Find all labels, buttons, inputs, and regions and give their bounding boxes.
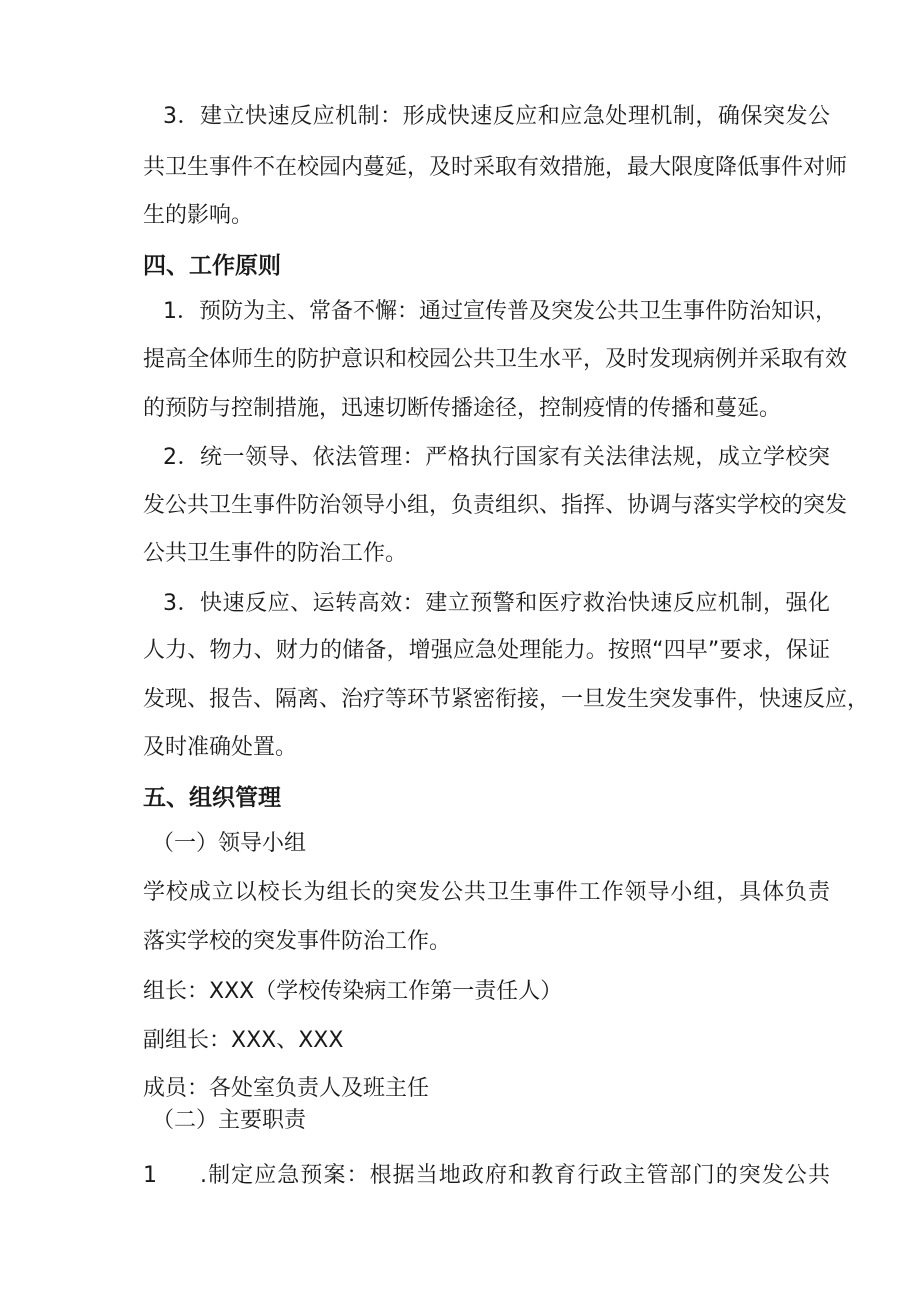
s4-item3-line2: 人力、物力、财力的储备，增强应急处理能力。按照“四早”要求，保证 [143,638,830,663]
s3-item3-line3: 生的影响。 [143,203,254,228]
s3-item3-line2: 共卫生事件不在校园内蔓延，及时采取有效措施，最大限度降低事件对师 [143,155,848,180]
s4-item2-line2: 发公共卫生事件防治领导小组，负责组织、指挥、协调与落实学校的突发 [143,493,848,518]
s4-item3-line1: 3．快速反应、运转高效：建立预警和医疗救治快速反应机制，强化 [163,591,830,616]
s4-item2-line3: 公共卫生事件的防治工作。 [143,541,408,566]
leader-line: 组长：XXX（学校传染病工作第一责任人） [143,979,563,1004]
s4-item1-line1: 1．预防为主、常备不懈：通过宣传普及突发公共卫生事件防治知识， [163,299,837,324]
s4-item1-line3: 的预防与控制措施，迅速切断传播途径，控制疫情的传播和蔓延。 [143,396,782,421]
deputy-line: 副组长：XXX、XXX [143,1028,344,1053]
s4-item1-line2: 提高全体师生的防护意识和校园公共卫生水平，及时发现病例并采取有效 [143,347,848,372]
s4-item3-line3: 发现、报告、隔离、治疗等环节紧密衔接，一旦发生突发事件，快速反应， [143,687,870,712]
members-line: 成员：各处室负责人及班主任 [143,1076,430,1101]
s4-item2-line1: 2．统一领导、依法管理：严格执行国家有关法律法规，成立学校突 [163,445,830,470]
s5-para-line2: 落实学校的突发事件防治工作。 [143,929,452,954]
s5-para-line1: 学校成立以校长为组长的突发公共卫生事件工作领导小组，具体负责 [143,880,830,905]
s4-item3-line4: 及时准确处置。 [143,735,298,760]
duty1-text: .制定应急预案：根据当地政府和教育行政主管部门的突发公共 [200,1163,830,1188]
section5-heading: 五、组织管理 [143,785,281,811]
section5-sub2: （二）主要职责 [152,1108,307,1133]
section4-heading: 四、工作原则 [143,253,281,279]
section5-sub1: （一）领导小组 [152,831,307,856]
duty1-number: 1 [143,1163,157,1188]
s3-item3-line1: 3．建立快速反应机制：形成快速反应和应急处理机制，确保突发公 [163,104,830,129]
